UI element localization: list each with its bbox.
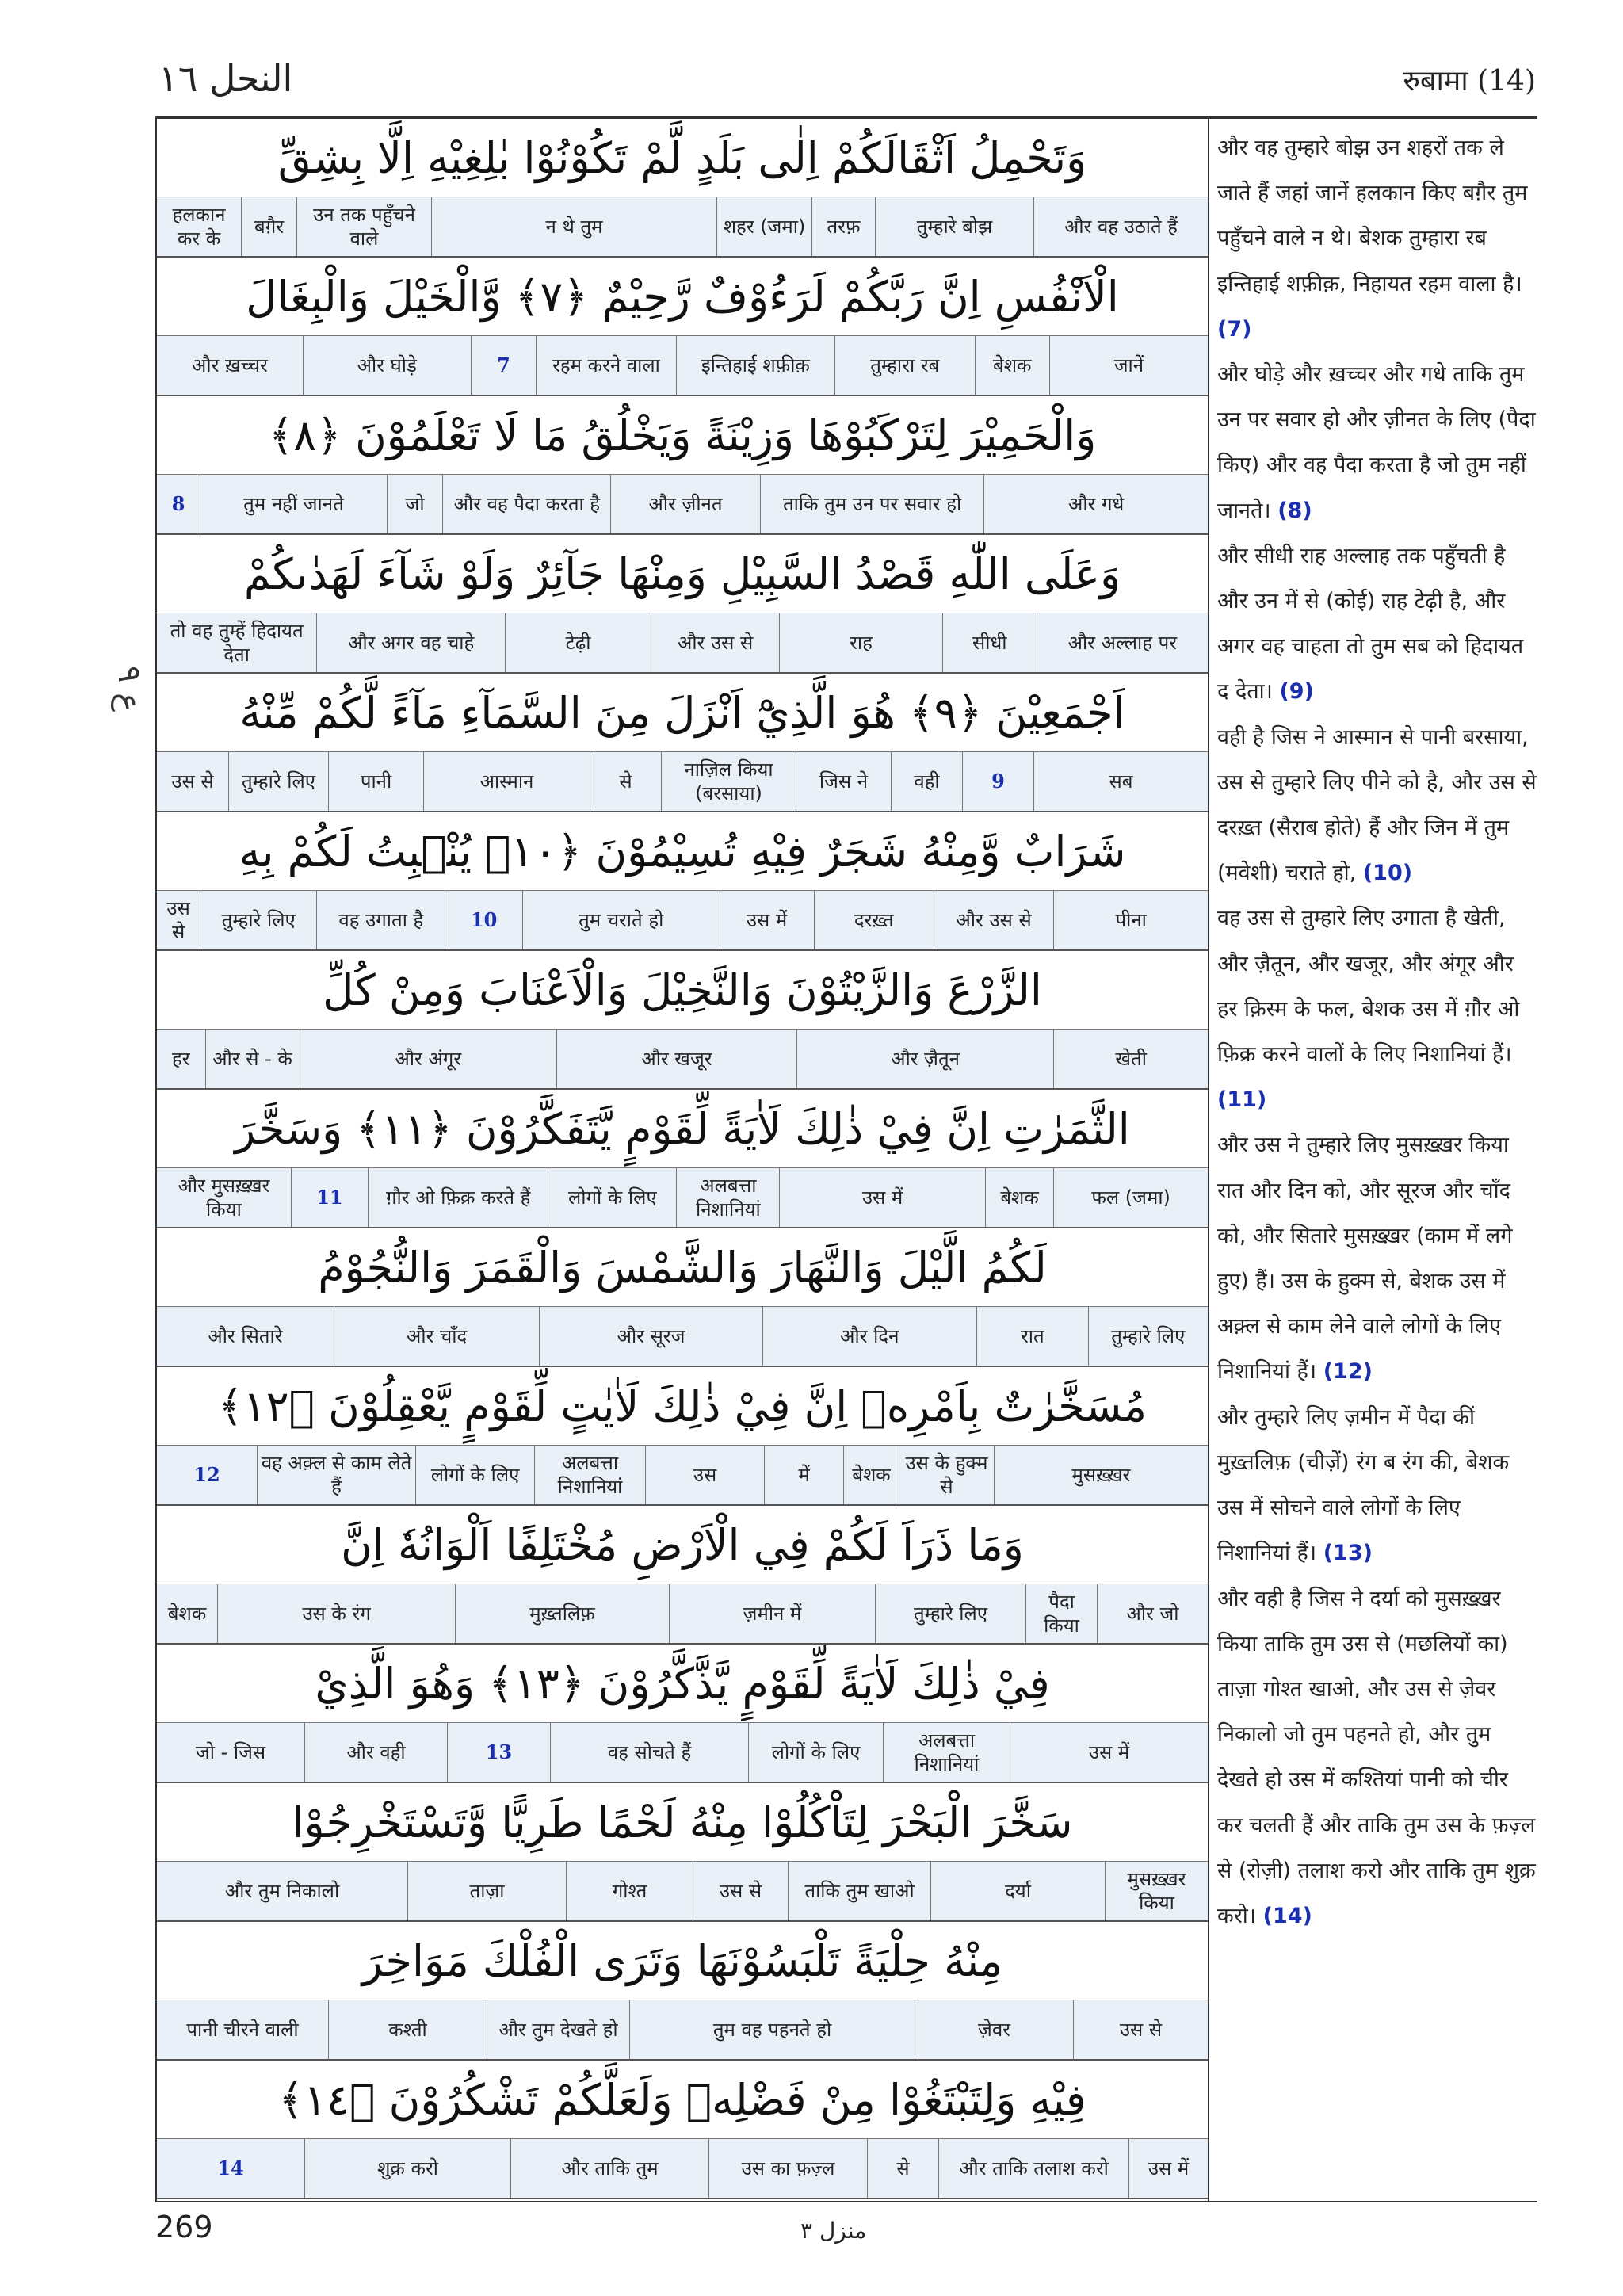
verse-number: (8)	[1277, 498, 1312, 523]
word-by-word-panel	[155, 117, 1209, 2202]
gloss-cell: और ख़च्चर	[192, 354, 268, 376]
gloss-cell: और वही	[304, 1723, 447, 1782]
gloss-cell: और दिन	[762, 1307, 976, 1366]
verse-number-cell: 11	[291, 1168, 368, 1227]
gloss-cell: पानी	[328, 752, 423, 811]
gloss-cell: नाज़िल किया (बरसाया)	[661, 752, 796, 811]
verse-number: (7)	[1217, 316, 1252, 342]
gloss-row	[157, 613, 1208, 674]
translation-paragraph	[1217, 1395, 1537, 1576]
gloss-cell: गोश्त	[566, 1862, 693, 1920]
translation-paragraph	[1217, 715, 1537, 896]
gloss-cell: और वह उठाते हैं	[1033, 197, 1208, 256]
gloss-cell: और ताकि तलाश करो	[938, 2139, 1128, 2198]
translation-paragraph	[1217, 533, 1537, 715]
gloss-cell: वह सोचते हैं	[550, 1723, 748, 1782]
gloss-cell: बेशक	[985, 1168, 1054, 1227]
arabic-verse-line: الثَّمَرٰتِ اِنَّ فِيْ ذٰلِكَ لَاٰيَةً لِّقَوْمٍ يَّتَفَكَّرُوْنَ ﴿١١﴾ وَسَخَّرَ	[157, 1090, 1208, 1168]
gloss-cell: मुख़्तलिफ़	[455, 1584, 669, 1643]
gloss-cell: और उस से	[651, 613, 779, 672]
gloss-cell: तुम्हारा रब	[834, 336, 975, 395]
gloss-cell: वही	[891, 752, 962, 811]
gloss-cell: रहम करने वाला	[536, 336, 676, 395]
gloss-cell: हलकान कर के	[172, 204, 226, 250]
gloss-cell: सब	[1033, 752, 1208, 811]
gloss-cell: और सूरज	[539, 1307, 762, 1366]
gloss-cell: से	[590, 752, 661, 811]
gloss-cell: तरफ़	[812, 197, 875, 256]
gloss-cell: और ताकि तुम	[510, 2139, 708, 2198]
verse-number: (14)	[1262, 1903, 1312, 1928]
arabic-verse-line: مِنْهُ حِلْيَةً تَلْبَسُوْنَهَا وَتَرَى الْفُلْكَ مَوَاخِرَ	[157, 1922, 1208, 2000]
translation-text: और सीधी राह अल्लाह तक पहुँचती है और उन में से (कोई) राह टेढ़ी है, और अगर वह चाहता तो तुम सब को हिदायत द देता।	[1217, 543, 1524, 705]
gloss-cell: पानी चीरने वाली	[186, 2019, 299, 2041]
gloss-row	[157, 475, 1208, 535]
gloss-cell: और मुसख़्ख़र किया	[178, 1175, 270, 1221]
gloss-cell: उस में	[1128, 2139, 1208, 2198]
gloss-cell: ज़ेवर	[915, 2000, 1073, 2059]
arabic-verse-line: فِيْهِ وَلِتَبْتَغُوْا مِنْ فَضْلِهٖ وَلَعَلَّكُمْ تَشْكُرُوْنَ ﴿١٤﴾	[157, 2061, 1208, 2139]
gloss-cell: तुम्हारे लिए	[200, 891, 316, 949]
gloss-cell: उस में	[779, 1168, 985, 1227]
gloss-cell: तुम नहीं जानते	[200, 475, 387, 533]
gloss-cell: उस से	[693, 1862, 788, 1920]
gloss-cell: तुम्हारे लिए	[875, 1584, 1025, 1643]
gloss-cell: उस के हुक्म से	[899, 1446, 994, 1504]
translation-paragraph	[1217, 1122, 1537, 1394]
translation-paragraph	[1217, 352, 1537, 533]
translation-panel	[1209, 117, 1537, 2202]
arabic-verse-line: وَتَحْمِلُ اَثْقَالَكُمْ اِلٰى بَلَدٍ لَّمْ تَكُوْنُوْا بٰلِغِيْهِ اِلَّا بِشِقِّ	[157, 119, 1208, 197]
gloss-cell: दरख़्त	[814, 891, 934, 949]
gloss-cell: और चाँद	[334, 1307, 540, 1366]
ruku-mark: ع ٩	[111, 666, 147, 712]
verse-number-cell: 13	[447, 1723, 550, 1782]
gloss-cell: बेशक	[167, 1603, 207, 1625]
gloss-cell: अलबत्ता निशानियां	[676, 1168, 779, 1227]
gloss-row	[157, 1584, 1208, 1645]
gloss-cell: और तुम निकालो	[224, 1880, 340, 1902]
gloss-cell: बेशक	[975, 336, 1049, 395]
gloss-cell: उस के रंग	[217, 1584, 455, 1643]
gloss-row	[157, 1168, 1208, 1228]
gloss-cell: आस्मान	[423, 752, 590, 811]
verse-number: (11)	[1217, 1087, 1267, 1113]
gloss-cell: लोगों के लिए	[415, 1446, 534, 1504]
gloss-cell: रात	[976, 1307, 1088, 1366]
gloss-cell: और सितारे	[208, 1325, 283, 1347]
gloss-cell: उन तक पहुँचने वाले	[296, 197, 431, 256]
translation-text: और घोड़े और ख़च्चर और गधे ताकि तुम उन पर सवार हो और ज़ीनत के लिए (पैदा किए) और वह पैदा करता है जो तुम नहीं जानते।	[1217, 362, 1536, 523]
arabic-verse-line: وَمَا ذَرَاَ لَكُمْ فِي الْاَرْضِ مُخْتَلِفًا اَلْوَانُهٗ اِنَّ	[157, 1506, 1208, 1584]
translation-text: और उस ने तुम्हारे लिए मुसख़्ख़र किया रात और दिन को, और सूरज और चाँद को, और सितारे मुसख़्ख़र (काम में लगे हुए) हैं। उस के हुक्म से, बेशक उस में अक़्ल से काम लेने वाले लोगों के लिए निशानियां हैं।	[1217, 1133, 1513, 1385]
verse-number-cell: 14	[217, 2157, 244, 2179]
translation-text: और वह तुम्हारे बोझ उन शहरों तक ले जाते हैं जहां जानें हलकान किए बग़ैर तुम पहुँचने वाले न थे। बेशक तुम्हारा रब इन्तिहाई शफ़ीक़, निहायत रहम वाला है।	[1217, 136, 1528, 296]
arabic-verse-line: اَجْمَعِيْنَ ﴿٩﴾ هُوَ الَّذِيْٓ اَنْزَلَ مِنَ السَّمَآءِ مَآءً لَّكُمْ مِّنْهُ	[157, 674, 1208, 752]
gloss-cell: जानें	[1049, 336, 1208, 395]
gloss-cell: जो	[387, 475, 443, 533]
gloss-cell: तुम्हारे बोझ	[875, 197, 1033, 256]
verse-number: (13)	[1323, 1541, 1373, 1566]
gloss-cell: ताज़ा	[407, 1862, 566, 1920]
gloss-row	[157, 1030, 1208, 1090]
gloss-cell: बेशक	[843, 1446, 899, 1504]
translation-text: वही है जिस ने आस्मान से पानी बरसाया, उस से तुम्हारे लिए पीने को है, और उस से दरख़्त (सैराब होते) हैं और जिन में तुम (मवेशी) चराते हो,	[1217, 724, 1537, 886]
verse-number-cell: 9	[962, 752, 1033, 811]
arabic-verse-line: شَرَابٌ وَّمِنْهُ شَجَرٌ فِيْهِ تُسِيْمُوْنَ ﴿١٠﴾ يُنْۢبِتُ لَكُمْ بِهِ	[157, 812, 1208, 891]
arabic-verse-line: سَخَّرَ الْبَحْرَ لِتَاْكُلُوْا مِنْهُ لَحْمًا طَرِيًّا وَّتَسْتَخْرِجُوْا	[157, 1783, 1208, 1862]
gloss-cell: हर	[172, 1048, 190, 1070]
gloss-cell: और जो	[1097, 1584, 1208, 1643]
gloss-cell: तुम वह पहनते हो	[629, 2000, 915, 2059]
gloss-cell: कश्ती	[328, 2000, 487, 2059]
gloss-cell: लोगों के लिए	[748, 1723, 883, 1782]
gloss-cell: उस में	[1010, 1723, 1208, 1782]
gloss-row	[157, 1446, 1208, 1506]
gloss-row	[157, 752, 1208, 812]
gloss-cell: वह अक़्ल से काम लेते हैं	[257, 1446, 415, 1504]
gloss-cell: टेढ़ी	[505, 613, 651, 672]
gloss-cell: राह	[779, 613, 941, 672]
gloss-cell: दर्या	[930, 1862, 1105, 1920]
verse-number-cell: 7	[471, 336, 536, 395]
gloss-cell: तुम चराते हो	[522, 891, 720, 949]
arabic-verse-line: الْاَنْفُسِ اِنَّ رَبَّكُمْ لَرَءُوْفٌ رَّحِيْمٌ ﴿٧﴾ وَّالْخَيْلَ وَالْبِغَالَ	[157, 258, 1208, 336]
gloss-cell: उस से	[166, 897, 190, 943]
gloss-cell: और गधे	[983, 475, 1208, 533]
gloss-cell: उस	[645, 1446, 764, 1504]
gloss-row	[157, 336, 1208, 396]
gloss-cell: ताकि तुम खाओ	[788, 1862, 930, 1920]
para-header: रुबामा (14)	[1403, 65, 1536, 97]
gloss-cell: तुम्हारे लिए	[228, 752, 328, 811]
manzil-label: منزل ٣	[800, 2218, 867, 2244]
arabic-verse-line: وَالْحَمِيْرَ لِتَرْكَبُوْهَا وَزِيْنَةً وَيَخْلُقُ مَا لَا تَعْلَمُوْنَ ﴿٨﴾	[157, 396, 1208, 475]
gloss-cell: और घोड़े	[303, 336, 471, 395]
gloss-cell: उस से	[1073, 2000, 1208, 2059]
gloss-cell: मुसख़्ख़र	[994, 1446, 1208, 1504]
gloss-cell: जो - जिस	[195, 1741, 266, 1763]
gloss-row	[157, 1723, 1208, 1783]
gloss-row	[157, 1862, 1208, 1922]
gloss-cell: उस से	[171, 770, 214, 793]
gloss-cell: और अल्लाह पर	[1037, 613, 1208, 672]
verse-number: (12)	[1323, 1359, 1373, 1385]
gloss-cell: और अंगूर	[300, 1030, 556, 1088]
gloss-cell: और ज़ैतून	[796, 1030, 1053, 1088]
verse-number-cell: 10	[445, 891, 521, 949]
gloss-cell: और वह पैदा करता है	[442, 475, 610, 533]
translation-paragraph	[1217, 1576, 1537, 1939]
gloss-cell: सीधी	[942, 613, 1037, 672]
gloss-cell: शहर (जमा)	[716, 197, 812, 256]
gloss-row	[157, 2139, 1208, 2199]
gloss-cell: पीना	[1053, 891, 1208, 949]
gloss-cell: वह उगाता है	[316, 891, 445, 949]
gloss-cell: न थे तुम	[431, 197, 716, 256]
gloss-cell: मुसख़्ख़र किया	[1105, 1862, 1208, 1920]
gloss-cell: अलबत्ता निशानियां	[883, 1723, 1010, 1782]
arabic-verse-line: مُسَخَّرٰتٌ بِاَمْرِهٖ اِنَّ فِيْ ذٰلِكَ لَاٰيٰتٍ لِّقَوْمٍ يَّعْقِلُوْنَ ﴿١٢﴾	[157, 1367, 1208, 1446]
arabic-verse-line: فِيْ ذٰلِكَ لَاٰيَةً لِّقَوْمٍ يَّذَّكَّرُوْنَ ﴿١٣﴾ وَهُوَ الَّذِيْ	[157, 1645, 1208, 1723]
verse-number: (9)	[1279, 679, 1314, 705]
gloss-cell: ताकि तुम उन पर सवार हो	[760, 475, 984, 533]
gloss-cell: इन्तिहाई शफ़ीक़	[676, 336, 834, 395]
verse-number-cell: 12	[193, 1463, 220, 1486]
gloss-cell: ज़मीन में	[669, 1584, 875, 1643]
gloss-row	[157, 1307, 1208, 1367]
arabic-verse-line: الزَّرْعَ وَالزَّيْتُوْنَ وَالنَّخِيْلَ وَالْاَعْنَابَ وَمِنْ كُلِّ	[157, 951, 1208, 1030]
gloss-cell: शुक्र करो	[304, 2139, 510, 2198]
gloss-cell: में	[764, 1446, 843, 1504]
gloss-row	[157, 891, 1208, 951]
gloss-cell: जिस ने	[796, 752, 891, 811]
gloss-cell: और खजूर	[556, 1030, 796, 1088]
gloss-cell: और अगर वह चाहे	[316, 613, 505, 672]
gloss-cell: और उस से	[934, 891, 1053, 949]
gloss-cell: उस में	[720, 891, 814, 949]
translation-text: और वही है जिस ने दर्या को मुसख़्ख़र किया ताकि तुम उस से (मछलियों का) ताज़ा गोश्त खाओ, और उस से ज़ेवर निकालो जो तुम पहनते हो, और तुम देखते हो उस में कश्तियां पानी को चीर कर चलती हैं और ताकि तुम उस के फ़ज़्ल से (रोज़ी) तलाश करो और ताकि तुम शुक्र करो।	[1217, 1586, 1536, 1928]
arabic-verse-line: لَكُمُ الَّيْلَ وَالنَّهَارَ وَالشَّمْسَ وَالْقَمَرَ وَالنُّجُوْمُ	[157, 1228, 1208, 1307]
gloss-cell: लोगों के लिए	[548, 1168, 676, 1227]
arabic-verse-line: وَعَلَى اللّٰهِ قَصْدُ السَّبِيْلِ وَمِنْهَا جَآئِرٌ وَلَوْ شَآءَ لَهَدٰىكُمْ	[157, 535, 1208, 613]
gloss-cell: तो वह तुम्हें हिदायत देता	[170, 620, 304, 666]
gloss-cell: से	[867, 2139, 938, 2198]
verse-number-cell: 8	[171, 492, 185, 515]
translation-paragraph	[1217, 125, 1537, 352]
gloss-cell: खेती	[1053, 1030, 1208, 1088]
translation-text: वह उस से तुम्हारे लिए उगाता है खेती, और ज़ैतून, और खजूर, और अंगूर और हर क़िस्म के फल, बेशक उस में ग़ौर ओ फ़िक्र करने वालों के लिए निशानियां हैं।	[1217, 906, 1520, 1068]
translation-text: और तुम्हारे लिए ज़मीन में पैदा कीं मुख़्तलिफ़ (चीज़ें) रंग ब रंग की, बेशक उस में सोचने वाले लोगों के लिए निशानियां हैं।	[1217, 1404, 1510, 1566]
gloss-row	[157, 197, 1208, 258]
gloss-cell: तुम्हारे लिए	[1088, 1307, 1208, 1366]
gloss-cell: और तुम देखते हो	[487, 2000, 629, 2059]
gloss-cell: पैदा किया	[1025, 1584, 1097, 1643]
gloss-cell: और से - के	[205, 1030, 300, 1088]
surah-header: النحل ١٦	[158, 57, 293, 100]
gloss-cell: फल (जमा)	[1053, 1168, 1208, 1227]
gloss-cell: और ज़ीनत	[610, 475, 759, 533]
gloss-row	[157, 2000, 1208, 2061]
gloss-cell: अलबत्ता निशानियां	[534, 1446, 645, 1504]
gloss-cell: बग़ैर	[241, 197, 296, 256]
gloss-cell: ग़ौर ओ फ़िक्र करते हैं	[368, 1168, 548, 1227]
gloss-cell: उस का फ़ज़्ल	[708, 2139, 867, 2198]
page-number: 269	[155, 2210, 213, 2244]
verse-number: (10)	[1362, 861, 1413, 886]
translation-paragraph	[1217, 896, 1537, 1122]
